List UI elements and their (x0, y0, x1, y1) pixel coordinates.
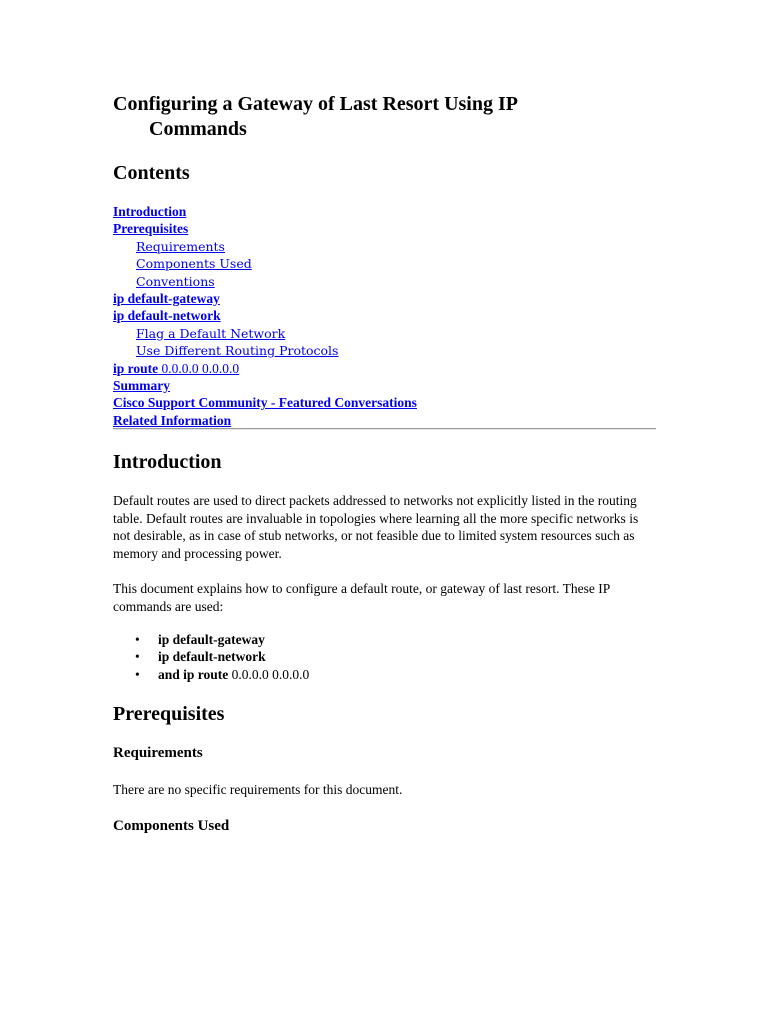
components-used-heading: Components Used (113, 818, 230, 834)
document-title (113, 92, 658, 142)
bullet-icon: • (135, 666, 140, 682)
introduction-heading: Introduction (113, 451, 222, 473)
list-item-text-command: and ip route (158, 666, 229, 682)
toc-link-ip-route-command: ip route (113, 360, 159, 376)
introduction-paragraph-2: This document explains how to configure a default route, or gateway of last resort. These IP commands are used: (113, 581, 610, 614)
toc-link-flag-default-network[interactable]: Flag a Default Network (136, 325, 286, 341)
toc-item-flag-default-network (113, 325, 658, 342)
toc-item-summary (113, 377, 658, 394)
toc-link-summary[interactable]: Summary (113, 377, 170, 393)
toc-item-use-different-routing-protocols (113, 342, 658, 359)
toc-item-related-information (113, 412, 658, 429)
toc-item-ip-default-gateway (113, 290, 658, 307)
toc-link-related-information[interactable]: Related Information (113, 412, 232, 428)
toc-link-ip-default-gateway[interactable]: ip default-gateway (113, 290, 220, 306)
document-title-line2: Commands (149, 118, 247, 140)
toc-item-ip-route (113, 360, 658, 377)
toc-link-introduction[interactable]: Introduction (113, 204, 187, 219)
toc-link-ip-route-args: 0.0.0.0 0.0.0.0 (158, 360, 240, 376)
toc-item-prerequisites (113, 220, 658, 237)
ip-commands-list (113, 631, 309, 683)
toc-item-introduction (113, 203, 658, 220)
requirements-heading: Requirements (113, 745, 203, 761)
toc-item-ip-default-network (113, 307, 658, 324)
toc-link-requirements[interactable]: Requirements (136, 238, 225, 254)
prerequisites-heading: Prerequisites (113, 703, 225, 725)
list-item (113, 666, 309, 683)
toc-link-conventions[interactable]: Conventions (136, 273, 215, 289)
toc-link-ip-route[interactable] (113, 361, 239, 376)
toc-link-ip-default-network[interactable]: ip default-network (113, 308, 221, 324)
toc-link-use-different-routing-protocols[interactable]: Use Different Routing Protocols (136, 343, 339, 359)
contents-heading: Contents (113, 162, 190, 184)
toc-item-conventions (113, 273, 658, 290)
list-item (113, 631, 309, 648)
bullet-icon: • (135, 632, 140, 647)
list-item-text-args: 0.0.0.0 0.0.0.0 (228, 666, 310, 682)
toc-link-prerequisites[interactable]: Prerequisites (113, 221, 189, 237)
bullet-icon: • (135, 649, 140, 665)
introduction-paragraph-1: Default routes are used to direct packets addressed to networks not explicitly listed in the routing table. Default routes are invaluable in topologies where learning all the more specific networks is not desirable, as in case of stub networks, or not feasible due to limited system resources such as memory and processing power. (113, 493, 639, 561)
document-title-line1: Configuring a Gateway of Last Resort Using IP (113, 93, 518, 115)
toc-link-components-used[interactable]: Components Used (136, 256, 252, 272)
requirements-text: There are no specific requirements for this document. (113, 782, 403, 797)
table-of-contents (113, 203, 658, 429)
toc-item-requirements (113, 238, 658, 255)
toc-link-cisco-support-community[interactable]: Cisco Support Community - Featured Conversations (113, 395, 417, 411)
toc-item-cisco-support-community (113, 394, 658, 411)
list-item-text: ip default-network (158, 649, 266, 665)
list-item-text: ip default-gateway (158, 632, 265, 647)
horizontal-divider (113, 428, 656, 430)
toc-item-components-used (113, 255, 658, 272)
list-item (113, 648, 309, 665)
